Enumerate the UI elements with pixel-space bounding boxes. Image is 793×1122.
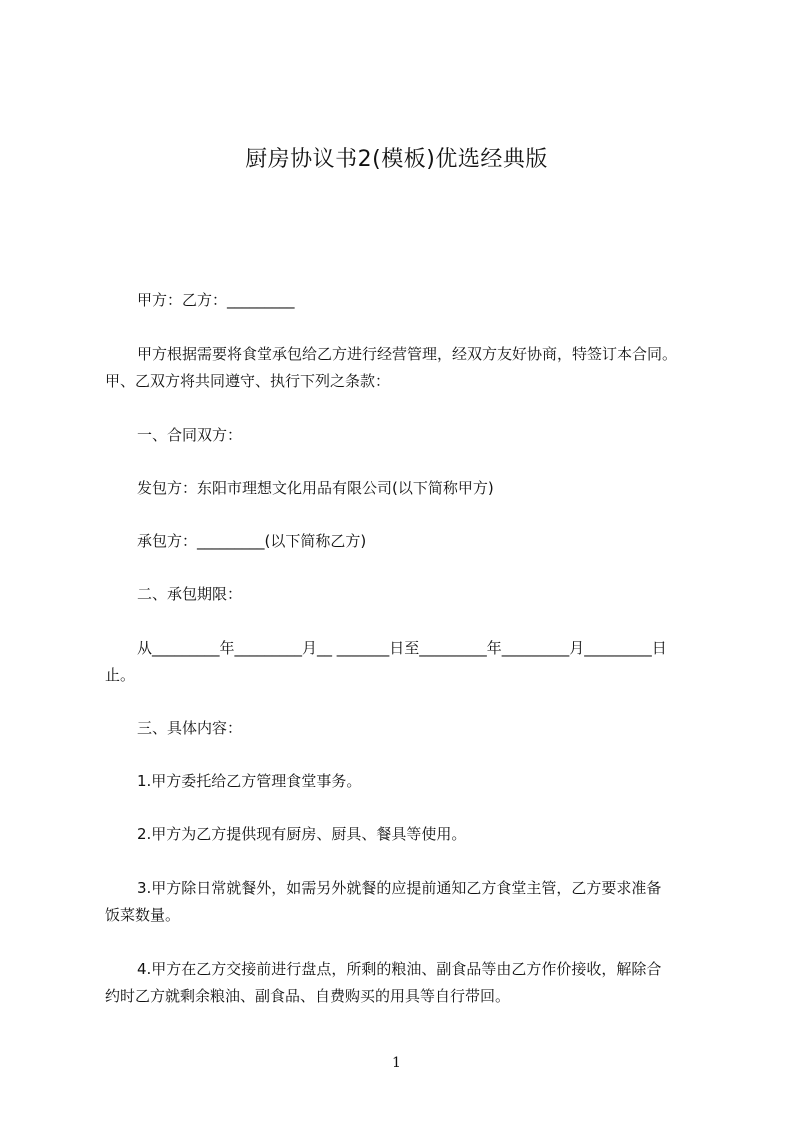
term-line-1: 从_________年_________月__ _______日至_________年_________月_________日 (137, 639, 667, 657)
contractee-line: 承包方：_________(以下简称乙方) (137, 532, 367, 550)
intro-paragraph-line-1: 甲方根据需要将食堂承包给乙方进行经营管理，经双方友好协商，特签订本合同。 (137, 345, 678, 363)
section2-heading: 二、承包期限： (137, 585, 243, 603)
page-number: 1 (392, 1055, 401, 1071)
parties-line: 甲方：乙方：_________ (137, 291, 295, 309)
section3-heading: 三、具体内容： (137, 719, 243, 737)
content-item-4-line-1: 4.甲方在乙方交接前进行盘点，所剩的粮油、副食品等由乙方作价接收，解除合 (137, 960, 662, 978)
term-line-2: 止。 (105, 666, 136, 684)
intro-paragraph-line-2: 甲、乙双方将共同遵守、执行下列之条款： (105, 372, 391, 390)
contractor-line: 发包方：东阳市理想文化用品有限公司(以下简称甲方) (137, 479, 494, 497)
content-item-3-line-2: 饭菜数量。 (105, 906, 181, 924)
content-item-2: 2.甲方为乙方提供现有厨房、厨具、餐具等使用。 (137, 825, 467, 843)
document-title: 厨房协议书2(模板)优选经典版 (245, 147, 548, 172)
section1-heading: 一、合同双方： (137, 426, 243, 444)
content-item-1: 1.甲方委托给乙方管理食堂事务。 (137, 772, 362, 790)
content-item-4-line-2: 约时乙方就剩余粮油、副食品、自费购买的用具等自行带回。 (105, 987, 511, 1005)
content-item-3-line-1: 3.甲方除日常就餐外，如需另外就餐的应提前通知乙方食堂主管，乙方要求准备 (137, 879, 662, 897)
